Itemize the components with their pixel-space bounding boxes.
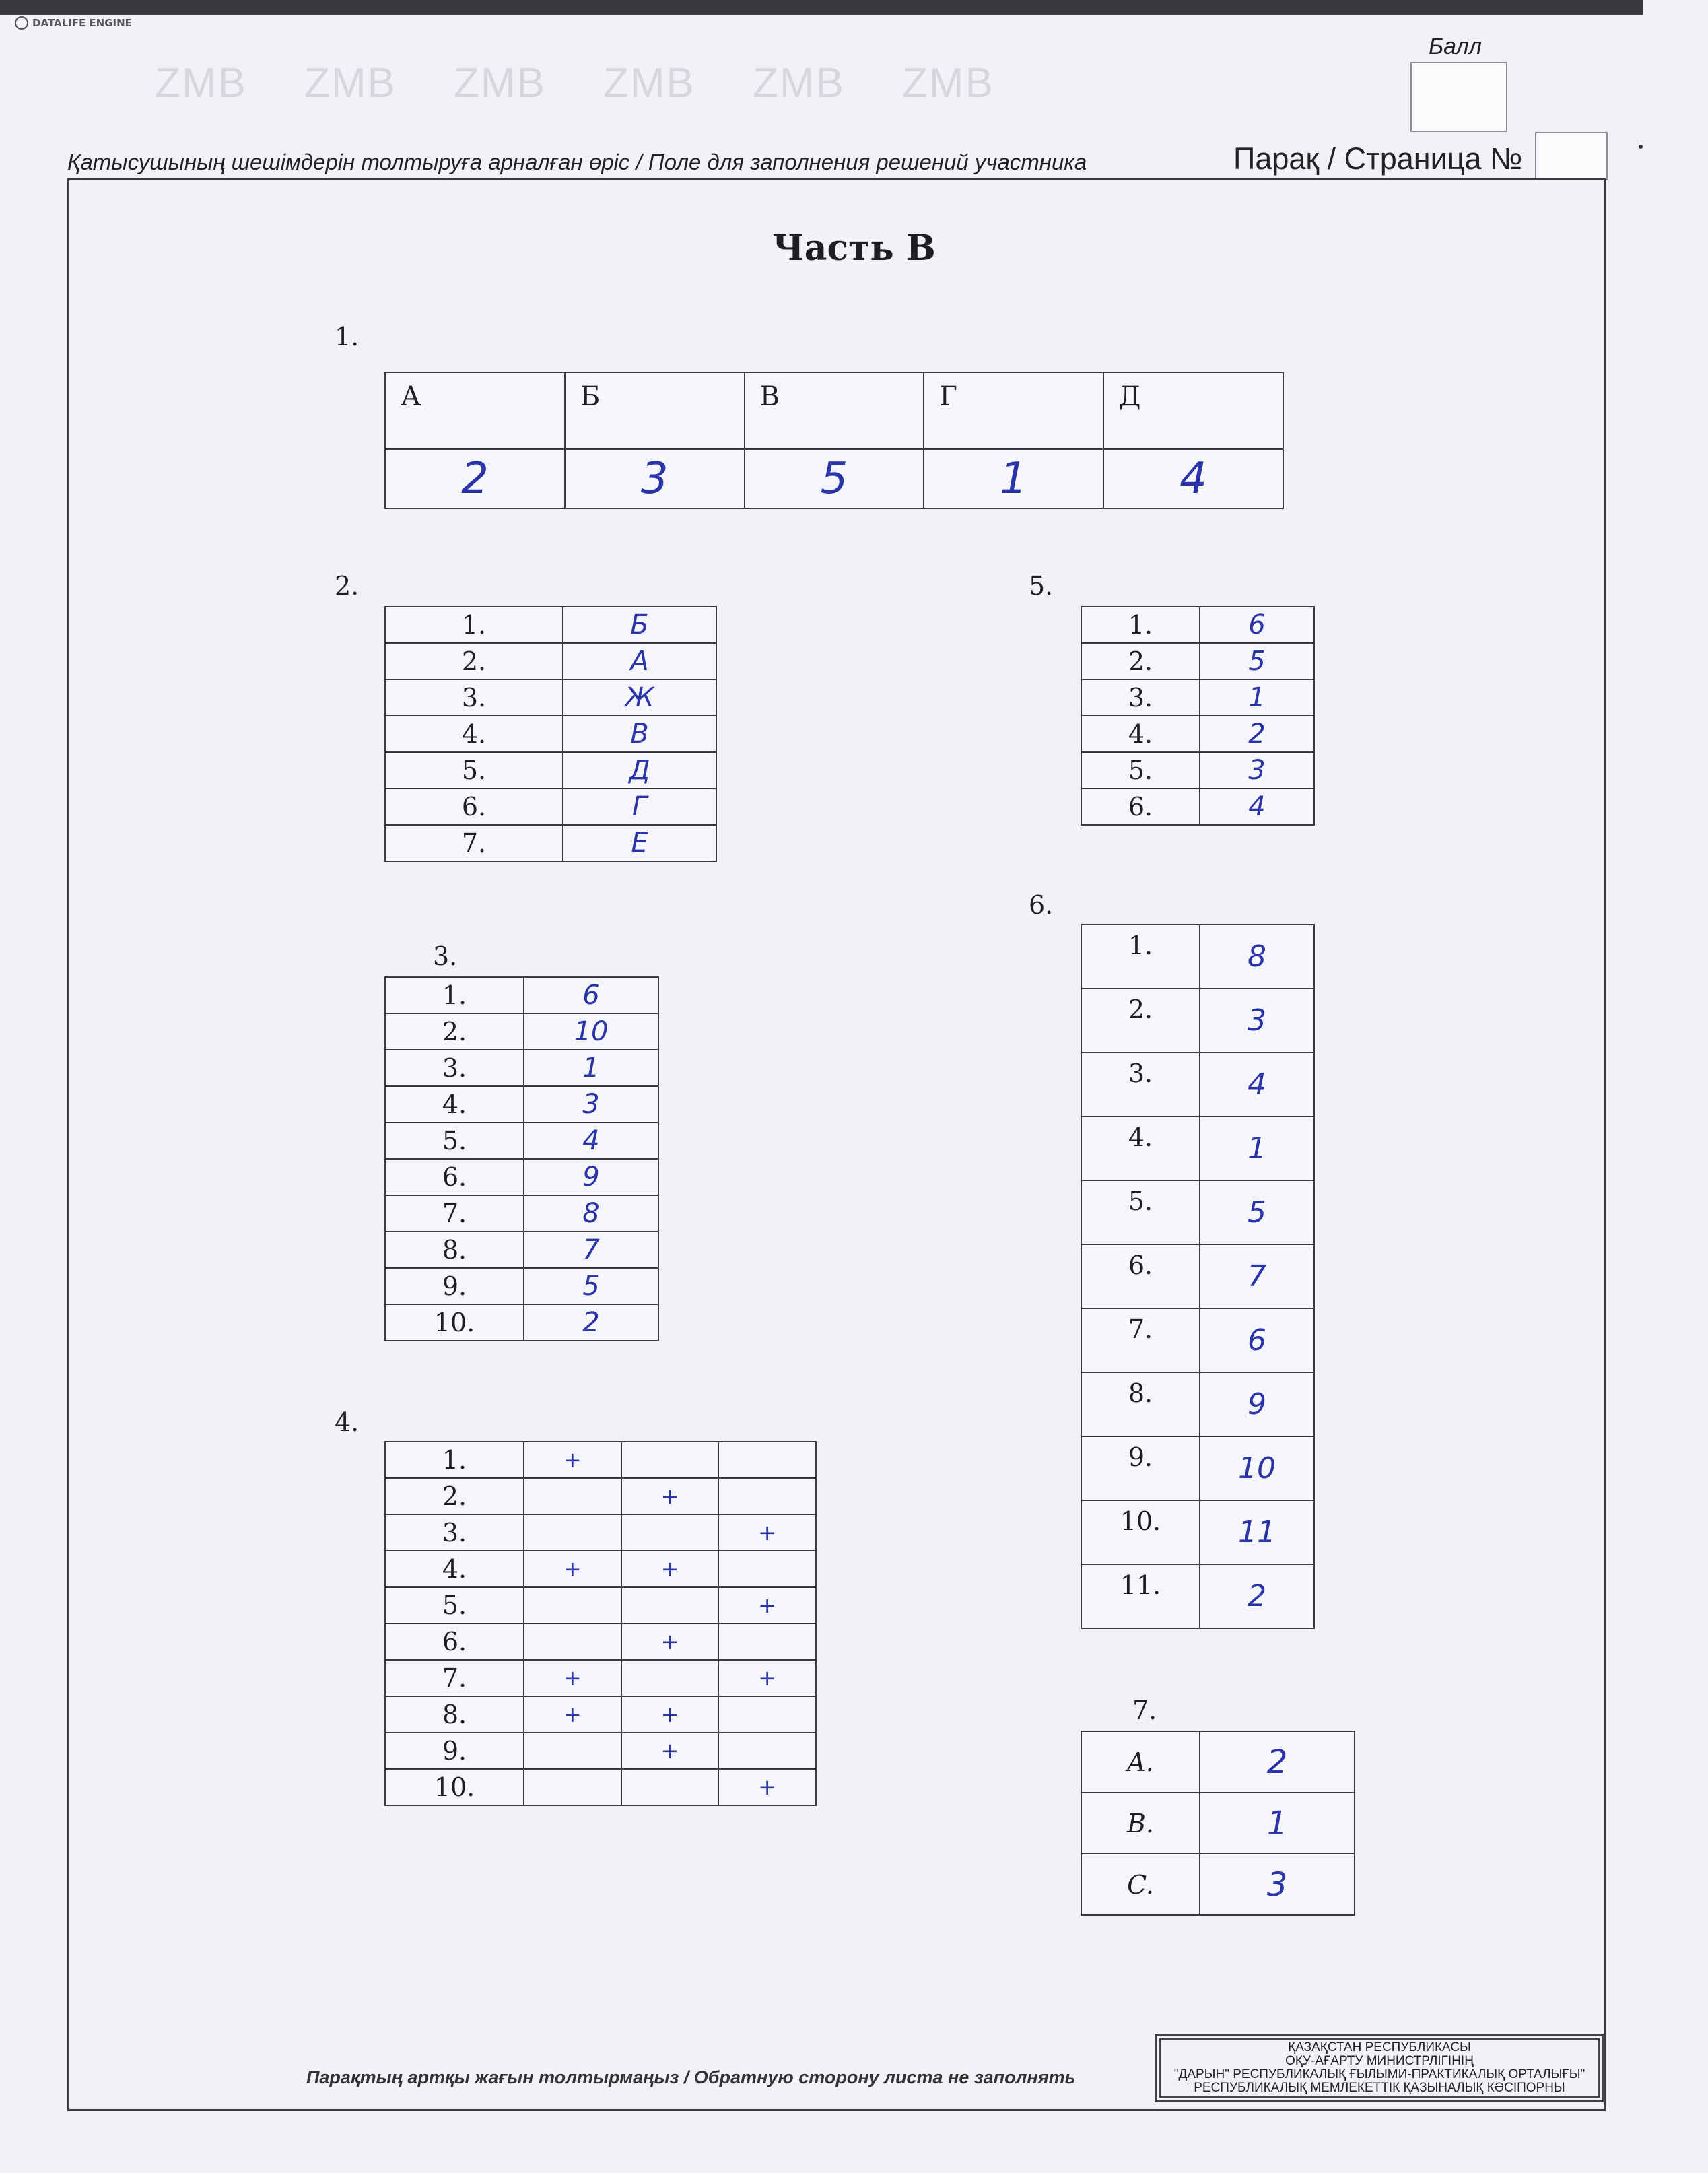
table-row: [385, 1696, 816, 1733]
row-number: 7.: [385, 1195, 524, 1232]
question-7-table: [1081, 1731, 1355, 1916]
column-header-v: В: [745, 372, 924, 449]
question-6-number: 6.: [1029, 890, 1054, 920]
column-header-d: Д: [1103, 372, 1283, 449]
table-row: [385, 825, 716, 861]
row-number: 2.: [385, 1478, 524, 1514]
watermark: ZMB: [454, 60, 546, 106]
row-number: 7.: [1081, 1308, 1200, 1372]
question-7-number: 7.: [1132, 1696, 1157, 1725]
official-stamp: [1155, 2034, 1604, 2102]
table-row: [385, 1587, 816, 1624]
answer-cell: 1: [1200, 1793, 1355, 1854]
column-header-g: Г: [924, 372, 1103, 449]
row-number: 10.: [385, 1769, 524, 1805]
answer-cell: Д: [563, 752, 716, 789]
table-body: [1081, 925, 1314, 1628]
answer-cell: [524, 1478, 621, 1514]
row-number: 8.: [1081, 1372, 1200, 1436]
answer-cell: 2: [385, 449, 565, 508]
table-row: [1081, 1436, 1314, 1500]
row-number: 1.: [385, 607, 563, 643]
table-row: [385, 1551, 816, 1587]
table-row: [1081, 1052, 1314, 1116]
answer-cell: +: [524, 1660, 621, 1696]
row-number: 4.: [385, 1086, 524, 1123]
table-row: [385, 1013, 658, 1050]
scan-dot: [1639, 145, 1643, 149]
row-number: 7.: [385, 825, 563, 861]
row-number: 2.: [385, 1013, 524, 1050]
answer-cell: 11: [1200, 1500, 1314, 1564]
answer-cell: 4: [1200, 789, 1314, 825]
answer-cell: +: [524, 1696, 621, 1733]
table-row: [385, 607, 716, 643]
row-number: 1.: [385, 977, 524, 1013]
footer-caption: Парақтың артқы жағын толтырмаңыз / Обратную сторону листа не заполнять: [306, 2067, 1076, 2087]
row-number: 2.: [1081, 643, 1200, 679]
table-row: [385, 1123, 658, 1159]
page-number-label: Парақ / Страница №: [1233, 141, 1523, 176]
watermarks: [155, 59, 1052, 107]
table-row: [1081, 789, 1314, 825]
answer-cell: 1: [524, 1050, 658, 1086]
table-row: [385, 1478, 816, 1514]
table-row: [385, 1195, 658, 1232]
stamp-text: [1159, 2038, 1600, 2098]
answer-cell: [524, 1587, 621, 1624]
watermark: ZMB: [603, 60, 695, 106]
answer-cell: 5: [745, 449, 924, 508]
row-number: 1.: [385, 1442, 524, 1478]
answer-cell: [621, 1442, 719, 1478]
row-number: 5.: [385, 1123, 524, 1159]
score-label: Балл: [1429, 34, 1482, 59]
answer-cell: [718, 1442, 816, 1478]
table-row: [385, 449, 1283, 508]
row-number: 7.: [385, 1660, 524, 1696]
row-number: 6.: [385, 1159, 524, 1195]
answer-cell: +: [718, 1514, 816, 1551]
answer-cell: +: [621, 1624, 719, 1660]
row-number: 1.: [1081, 607, 1200, 643]
answer-field-caption: Қатысушының шешімдерін толтыруға арналған өріс / Поле для заполнения решений участника: [67, 149, 1087, 174]
table-row: [385, 789, 716, 825]
question-2-number: 2.: [335, 571, 360, 601]
answer-cell: [718, 1696, 816, 1733]
logo-icon: [15, 16, 28, 30]
table-row: [1081, 607, 1314, 643]
question-3-number: 3.: [433, 941, 458, 971]
table-row: [1081, 1180, 1314, 1244]
question-5-number: 5.: [1029, 571, 1054, 601]
answer-cell: 8: [524, 1195, 658, 1232]
answer-cell: 1: [924, 449, 1103, 508]
answer-cell: 7: [524, 1232, 658, 1268]
answer-cell: 3: [1200, 1854, 1355, 1915]
answer-cell: 5: [524, 1268, 658, 1304]
row-number: 8.: [385, 1696, 524, 1733]
logo-text: DATALIFE ENGINE: [32, 17, 132, 29]
answer-cell: +: [718, 1587, 816, 1624]
top-bar: [0, 0, 1643, 15]
table-row: [385, 977, 658, 1013]
watermark: ZMB: [304, 60, 397, 106]
row-number: 10.: [1081, 1500, 1200, 1564]
table-row: [1081, 989, 1314, 1052]
table-row: [1081, 679, 1314, 716]
table-row: [385, 752, 716, 789]
stamp-line: РЕСПУБЛИКАЛЫҚ МЕМЛЕКЕТТІК ҚАЗЫНАЛЫҚ КӘСІПОРНЫ: [1194, 2081, 1565, 2095]
table-row: [1081, 1731, 1355, 1793]
answer-cell: 4: [1103, 449, 1283, 508]
row-number: C.: [1081, 1854, 1200, 1915]
table-row: [385, 1050, 658, 1086]
answer-cell: [524, 1514, 621, 1551]
row-number: 3.: [1081, 1052, 1200, 1116]
table-row: [1081, 1372, 1314, 1436]
answer-cell: 2: [1200, 1731, 1355, 1793]
answer-cell: +: [524, 1551, 621, 1587]
answer-cell: 5: [1200, 643, 1314, 679]
table-row: [1081, 1500, 1314, 1564]
watermark: ZMB: [902, 60, 994, 106]
row-number: 4.: [385, 716, 563, 752]
row-number: 8.: [385, 1232, 524, 1268]
answer-cell: А: [563, 643, 716, 679]
row-number: 6.: [1081, 1244, 1200, 1308]
row-number: 11.: [1081, 1564, 1200, 1628]
answer-cell: 4: [1200, 1052, 1314, 1116]
row-number: 5.: [385, 752, 563, 789]
table-row: [385, 679, 716, 716]
answer-cell: 4: [524, 1123, 658, 1159]
table-body: [1081, 607, 1314, 825]
row-number: 1.: [1081, 925, 1200, 989]
table-body: [385, 977, 658, 1341]
answer-cell: 6: [1200, 1308, 1314, 1372]
answer-cell: +: [718, 1660, 816, 1696]
table-row: [1081, 752, 1314, 789]
table-row: [1081, 1116, 1314, 1180]
answer-cell: [524, 1733, 621, 1769]
answer-cell: 3: [1200, 752, 1314, 789]
row-number: 3.: [385, 1050, 524, 1086]
row-number: 4.: [1081, 716, 1200, 752]
answer-cell: [621, 1587, 719, 1624]
answer-cell: [621, 1514, 719, 1551]
table-row: [385, 1660, 816, 1696]
table-row: [385, 1232, 658, 1268]
answer-cell: 2: [1200, 716, 1314, 752]
row-number: 5.: [1081, 1180, 1200, 1244]
answer-cell: [718, 1733, 816, 1769]
row-number: 9.: [385, 1268, 524, 1304]
row-number: 9.: [1081, 1436, 1200, 1500]
row-number: 6.: [385, 789, 563, 825]
table-row: [385, 1159, 658, 1195]
question-1-number: 1.: [335, 322, 360, 352]
question-6-table: [1081, 924, 1315, 1629]
answer-cell: 2: [1200, 1564, 1314, 1628]
table-body: [1081, 1731, 1355, 1915]
row-number: 6.: [385, 1624, 524, 1660]
table-row: [385, 1304, 658, 1341]
column-header-b: Б: [565, 372, 745, 449]
row-number: B.: [1081, 1793, 1200, 1854]
row-number: 6.: [1081, 789, 1200, 825]
row-number: 3.: [385, 679, 563, 716]
stamp-line: ҚАЗАҚСТАН РЕСПУБЛИКАСЫ: [1288, 2040, 1471, 2054]
answer-cell: 3: [565, 449, 745, 508]
table-row: [385, 1086, 658, 1123]
table-row: [1081, 643, 1314, 679]
table-row: [1081, 1244, 1314, 1308]
answer-cell: [524, 1624, 621, 1660]
table-row: [385, 1733, 816, 1769]
table-row: [385, 1442, 816, 1478]
answer-cell: 1: [1200, 679, 1314, 716]
answer-cell: 2: [524, 1304, 658, 1341]
question-1-table: [384, 372, 1284, 509]
answer-cell: 1: [1200, 1116, 1314, 1180]
row-number: 5.: [385, 1587, 524, 1624]
watermark: ZMB: [753, 60, 845, 106]
table-row: [1081, 716, 1314, 752]
answer-cell: 9: [1200, 1372, 1314, 1436]
question-4-table: [384, 1441, 817, 1806]
column-header-a: А: [385, 372, 565, 449]
answer-cell: Е: [563, 825, 716, 861]
table-row: [1081, 925, 1314, 989]
row-number: 2.: [1081, 989, 1200, 1052]
row-number: 5.: [1081, 752, 1200, 789]
score-box: [1410, 62, 1507, 132]
answer-cell: Б: [563, 607, 716, 643]
answer-cell: [621, 1660, 719, 1696]
answer-cell: Ж: [563, 679, 716, 716]
table-row: [1081, 1564, 1314, 1628]
answer-cell: [524, 1769, 621, 1805]
question-4-number: 4.: [335, 1407, 360, 1437]
table-header-row: [385, 372, 1283, 449]
answer-cell: 3: [524, 1086, 658, 1123]
question-2-table: [384, 606, 717, 862]
table-row: [385, 1624, 816, 1660]
answer-cell: +: [621, 1696, 719, 1733]
table-row: [1081, 1854, 1355, 1915]
answer-cell: +: [524, 1442, 621, 1478]
question-3-table: [384, 976, 659, 1341]
table-row: [385, 716, 716, 752]
answer-cell: +: [621, 1733, 719, 1769]
answer-cell: +: [621, 1551, 719, 1587]
answer-cell: 6: [1200, 607, 1314, 643]
answer-cell: 9: [524, 1159, 658, 1195]
answer-cell: 5: [1200, 1180, 1314, 1244]
row-number: 3.: [385, 1514, 524, 1551]
table-row: [385, 1268, 658, 1304]
table-row: [1081, 1308, 1314, 1372]
stamp-line: "ДАРЫН" РЕСПУБЛИКАЛЫҚ ҒЫЛЫМИ-ПРАКТИКАЛЫҚ ОРТАЛЫҒЫ": [1173, 2067, 1585, 2081]
answer-cell: [621, 1769, 719, 1805]
table-row: [385, 1514, 816, 1551]
page-title: Часть В: [772, 228, 936, 269]
answer-cell: 8: [1200, 925, 1314, 989]
row-number: 3.: [1081, 679, 1200, 716]
answer-cell: В: [563, 716, 716, 752]
row-number: 9.: [385, 1733, 524, 1769]
logo: [15, 16, 132, 30]
answer-cell: Г: [563, 789, 716, 825]
answer-cell: +: [621, 1478, 719, 1514]
row-number: 4.: [385, 1551, 524, 1587]
answer-cell: 7: [1200, 1244, 1314, 1308]
answer-cell: 10: [524, 1013, 658, 1050]
table-row: [385, 643, 716, 679]
table-row: [1081, 1793, 1355, 1854]
answer-cell: [718, 1478, 816, 1514]
table-body: [385, 607, 716, 861]
row-number: 10.: [385, 1304, 524, 1341]
answer-cell: +: [718, 1769, 816, 1805]
stamp-line: ОҚУ-АҒАРТУ МИНИСТРЛІГІНІҢ: [1285, 2054, 1474, 2068]
answer-cell: 6: [524, 977, 658, 1013]
row-number: 4.: [1081, 1116, 1200, 1180]
row-number: 2.: [385, 643, 563, 679]
answer-cell: [718, 1624, 816, 1660]
question-5-table: [1081, 606, 1315, 826]
answer-cell: [718, 1551, 816, 1587]
page-number-box: [1535, 132, 1608, 180]
table-row: [385, 1769, 816, 1805]
answer-cell: 3: [1200, 989, 1314, 1052]
answer-cell: 10: [1200, 1436, 1314, 1500]
watermark: ZMB: [155, 60, 247, 106]
row-number: A.: [1081, 1731, 1200, 1793]
table-body: [385, 1442, 816, 1805]
